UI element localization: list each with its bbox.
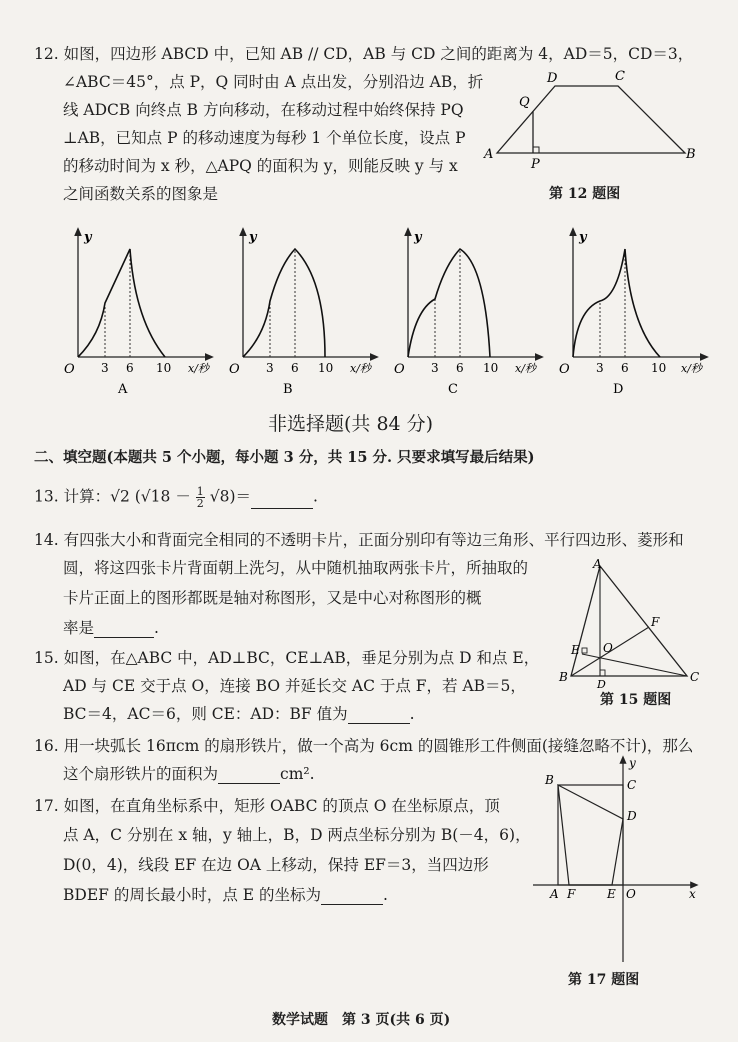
graph-c-curve [408, 249, 490, 357]
q12-line-2: ∠ABC＝45°，点 P，Q 同时由 A 点出发，分别沿边 AB，折 [63, 73, 484, 91]
q15-figure [555, 557, 705, 691]
svg-text:O: O [64, 362, 75, 377]
graph-d [559, 230, 705, 397]
svg-text:O: O [603, 641, 613, 655]
svg-text:x/秒: x/秒 [515, 362, 536, 375]
q15-line-1: 15. 如图，在△ABC 中，AD⊥BC，CE⊥AB，垂足分别为点 D 和点 E， [34, 649, 540, 667]
q12-option-graphs [60, 225, 720, 395]
q12-line-6: 之间函数关系的图象是 [63, 185, 219, 203]
svg-text:6: 6 [126, 361, 134, 375]
option-b-label: B [283, 382, 293, 397]
q12-line-3: 线 ADCB 向终点 B 方向移动，在移动过程中始终保持 PQ [63, 101, 464, 119]
svg-text:C: C [627, 778, 637, 792]
q15-right-angle-d [600, 670, 605, 676]
svg-text:6: 6 [621, 361, 629, 375]
svg-text:x: x [689, 887, 696, 901]
svg-text:y: y [579, 230, 587, 245]
svg-text:3: 3 [596, 361, 604, 375]
svg-text:F: F [651, 615, 660, 629]
svg-text:O: O [626, 887, 636, 901]
svg-text:O: O [559, 362, 570, 377]
q15-altitude-ce [582, 654, 687, 676]
q12-label-d: D [547, 71, 558, 86]
svg-text:x/秒: x/秒 [188, 362, 209, 375]
q14-answer-blank[interactable] [94, 621, 154, 638]
svg-text:y: y [414, 230, 422, 245]
svg-text:x/秒: x/秒 [350, 362, 371, 375]
q17-line-1: 17. 如图，在直角坐标系中，矩形 OABC 的顶点 O 在坐标原点，顶 [34, 797, 500, 815]
svg-text:D: D [597, 678, 606, 691]
svg-text:B: B [545, 773, 554, 787]
svg-text:y: y [84, 230, 92, 245]
svg-text:C: C [690, 670, 700, 684]
page-footer: 数学试题 第 3 页(共 6 页) [272, 1012, 451, 1028]
q13-fraction: $\frac{1}{2}$ [196, 485, 204, 510]
q13: 13. 计算：√2 (√18 － $\frac{1}{2}$ √8)＝ . [34, 485, 318, 510]
svg-text:6: 6 [291, 361, 299, 375]
svg-text:F: F [567, 887, 576, 901]
q12-label-c: C [615, 69, 625, 84]
section-fill-blank-heading: 二、填空题(本题共 5 个小题，每小题 3 分，共 15 分. 只要求填写最后结果) [34, 449, 535, 466]
q14-line-3: 卡片正面上的图形都既是轴对称图形，又是中心对称图形的概 [63, 589, 482, 607]
graph-b [229, 230, 375, 397]
q17-line-3: D(0，4)，线段 EF 在边 OA 上移动，保持 EF＝3，当四边形 [63, 856, 489, 874]
svg-text:3: 3 [266, 361, 274, 375]
svg-text:10: 10 [651, 361, 667, 375]
svg-text:y: y [249, 230, 257, 245]
q17-line-4: BDEF 的周长最小时，点 E 的坐标为 . [63, 886, 388, 904]
q12-fig-caption: 第 12 题图 [549, 186, 621, 202]
q15-line-2: AD 与 CE 交于点 O，连接 BO 并延长交 AC 于点 F，若 AB＝5， [63, 677, 526, 695]
q15-triangle [571, 566, 687, 676]
svg-text:A: A [550, 887, 559, 901]
graph-b-curve [243, 249, 325, 357]
svg-text:B: B [559, 670, 568, 684]
q16-line-1: 16. 用一块弧长 16πcm 的扇形铁片，做一个高为 6cm 的圆锥形工件侧面(接缝忽略不计)，那么 [34, 737, 694, 755]
svg-text:O: O [229, 362, 240, 377]
q16-answer-blank[interactable] [218, 767, 280, 784]
q12-line-5: 的移动时间为 x 秒，△APQ 的面积为 y，则能反映 y 与 x [63, 157, 458, 175]
graph-d-curve [573, 249, 660, 357]
q17-quadrilateral-bdef [558, 785, 623, 885]
section-title: 非选择题(共 84 分) [268, 413, 434, 435]
q14-line-2: 圆，将这四张卡片背面朝上洗匀，从中随机抽取两张卡片，所抽取的 [63, 559, 529, 577]
graph-a [64, 230, 211, 397]
option-c-label: C [448, 382, 458, 397]
q15-answer-blank[interactable] [348, 707, 410, 724]
q12-line-4: ⊥AB，已知点 P 的移动速度为每秒 1 个单位长度，设点 P [63, 129, 466, 147]
q12-label-p: P [531, 157, 540, 172]
svg-text:A: A [593, 557, 602, 571]
svg-text:3: 3 [101, 361, 109, 375]
q13-pre: 13. 计算：√2 (√18 － [34, 487, 191, 506]
svg-text:x/秒: x/秒 [681, 362, 702, 375]
q13-answer-blank[interactable] [251, 492, 313, 509]
q12-label-b: B [686, 147, 696, 162]
option-d-label: D [613, 382, 624, 397]
svg-text:10: 10 [156, 361, 172, 375]
q12-label-a: A [484, 147, 494, 162]
q14-line-4: 率是 . [63, 619, 159, 637]
graph-a-curve [78, 249, 165, 357]
q15-fig-caption: 第 15 题图 [600, 692, 672, 708]
q17-line-2: 点 A，C 分别在 x 轴，y 轴上，B，D 两点坐标分别为 B(－4，6)， [63, 826, 531, 844]
graph-c [394, 230, 540, 397]
q15-line-3: BC＝4，AC＝6，则 CE：AD：BF 值为 . [63, 705, 415, 723]
q13-post: √8)＝ [209, 487, 251, 506]
q14-line-1: 14. 有四张大小和背面完全相同的不透明卡片，正面分别印有等边三角形、平行四边形、菱形和 [34, 531, 684, 549]
q17-figure [525, 757, 705, 967]
svg-text:O: O [394, 362, 405, 377]
q17-answer-blank[interactable] [321, 888, 383, 905]
svg-text:E: E [607, 887, 616, 901]
svg-text:3: 3 [431, 361, 439, 375]
q15-right-angle-e [582, 648, 587, 653]
svg-text:D: D [627, 809, 637, 823]
option-a-label: A [118, 382, 128, 397]
q12-label-q: Q [519, 95, 530, 110]
svg-text:E: E [571, 643, 580, 657]
svg-text:6: 6 [456, 361, 464, 375]
q12-right-angle-mark [533, 147, 539, 153]
svg-text:10: 10 [483, 361, 499, 375]
svg-text:10: 10 [318, 361, 334, 375]
q12-line-1: 12. 如图，四边形 ABCD 中，已知 AB // CD，AB 与 CD 之间的距离为 4，AD＝5，CD＝3， [34, 45, 694, 63]
q16-line-2: 这个扇形铁片的面积为 cm². [63, 765, 315, 783]
svg-text:y: y [629, 756, 636, 770]
q12-figure [480, 64, 700, 174]
q17-fig-caption: 第 17 题图 [568, 972, 640, 988]
